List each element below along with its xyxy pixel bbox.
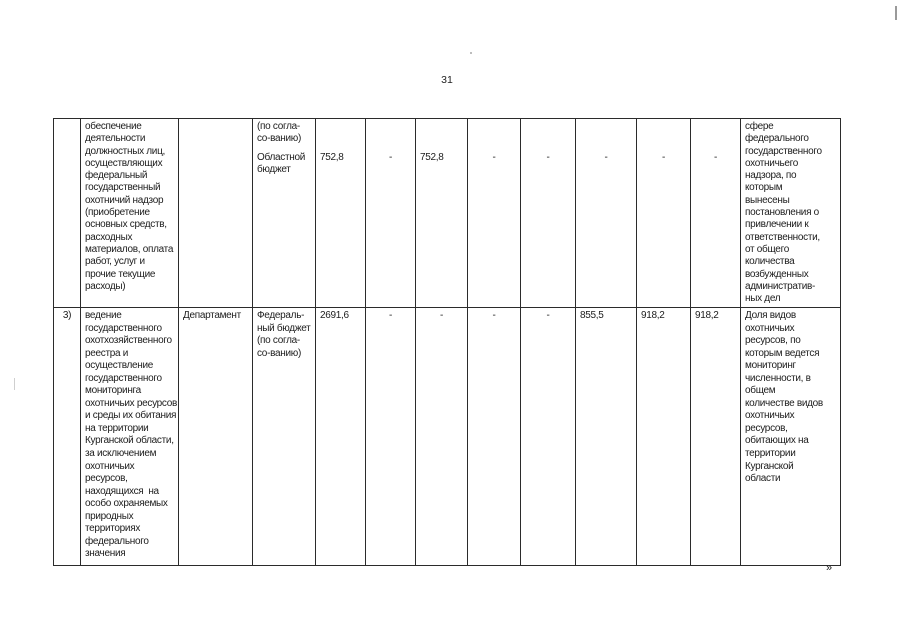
activity-description-text: обеспечение деятельности должностных лиц, осуществляющих федеральный государственный охотничий надзор (приобретение основных средств, расходных материалов, оплата работ, услуг и прочие текущие расходы) bbox=[85, 121, 174, 292]
page-number: 31 bbox=[441, 74, 453, 86]
amount-cell: 752,8 bbox=[316, 119, 366, 308]
activity-description-cell bbox=[81, 308, 179, 566]
indicator-text: Доля видов охотничьих ресурсов, по которым ведется мониторинг численности, в общем количестве видов охотничьих ресурсов, обитающих на территории Курганской области bbox=[745, 310, 823, 485]
executor-text: Департамент bbox=[183, 310, 241, 321]
activity-description-text: ведение государственного охотхозяйственного реестра и осуществление государственного мониторинга охотничьих ресурсов и среды их обитания на территории Курганской области, за исключением охотничьих ресурсов, находящихся на особо охраняемых природных территориях федерального значения bbox=[85, 310, 178, 560]
executor-cell bbox=[179, 308, 253, 566]
amount-cell: - bbox=[691, 119, 741, 308]
amount-cell: - bbox=[366, 119, 416, 308]
table-row bbox=[54, 119, 841, 308]
funding-source-cell bbox=[253, 308, 316, 566]
amount-cell: 752,8 bbox=[416, 119, 468, 308]
amount-cell: - bbox=[521, 308, 576, 566]
amount-cell: - bbox=[468, 308, 521, 566]
funding-source-note: (по согла- со-ванию) bbox=[257, 121, 302, 145]
indicator-cell bbox=[741, 308, 841, 566]
table-row bbox=[54, 308, 841, 566]
amount-cell: 2691,6 bbox=[316, 308, 366, 566]
scan-artifact bbox=[470, 52, 472, 54]
amount-cell: 918,2 bbox=[637, 308, 691, 566]
amount-cell: 918,2 bbox=[691, 308, 741, 566]
row-number-cell bbox=[54, 119, 81, 308]
program-table bbox=[53, 118, 841, 566]
amount-cell: - bbox=[366, 308, 416, 566]
funding-source-text: Федераль- ный бюджет (по согла- со-ванию) bbox=[257, 310, 311, 359]
funding-source-cell bbox=[253, 119, 316, 308]
scan-artifact bbox=[895, 6, 897, 20]
scan-artifact bbox=[14, 378, 15, 390]
row-number-cell: 3) bbox=[54, 308, 81, 566]
amount-cell: - bbox=[521, 119, 576, 308]
amount-cell: - bbox=[416, 308, 468, 566]
indicator-text: сфере федерального государственного охотничьего надзора, по которым вынесены постановления о привлечении к ответственности, от общего количества возбужденных административ- ных дел bbox=[745, 121, 822, 305]
amount-cell: 855,5 bbox=[576, 308, 637, 566]
amount-cell: - bbox=[468, 119, 521, 308]
indicator-cell bbox=[741, 119, 841, 308]
executor-cell bbox=[179, 119, 253, 308]
funding-source-text: Областной бюджет bbox=[257, 151, 306, 175]
continuation-mark: » bbox=[826, 562, 833, 574]
activity-description-cell bbox=[81, 119, 179, 308]
amount-cell: - bbox=[637, 119, 691, 308]
amount-cell: - bbox=[576, 119, 637, 308]
